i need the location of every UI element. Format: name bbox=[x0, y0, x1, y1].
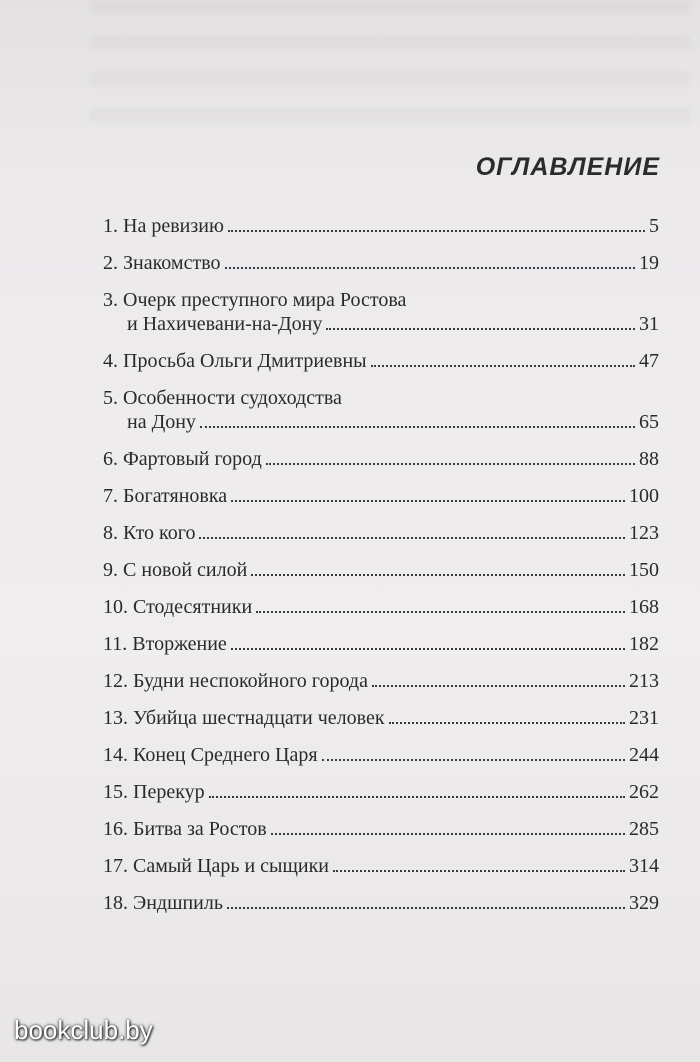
dot-leader bbox=[209, 795, 625, 798]
entry-title: Перекур bbox=[133, 781, 205, 803]
toc-entry bbox=[103, 251, 659, 275]
table-of-contents bbox=[103, 214, 659, 928]
toc-entry bbox=[103, 854, 659, 878]
toc-entry bbox=[103, 632, 659, 656]
bleed-through-text bbox=[90, 0, 690, 130]
dot-leader bbox=[322, 758, 625, 761]
entry-title: Убийца шестнадцати человек bbox=[133, 707, 385, 729]
dot-leader bbox=[372, 684, 625, 687]
dot-leader bbox=[371, 364, 635, 367]
entry-number: 12. bbox=[103, 670, 128, 692]
dot-leader bbox=[326, 327, 635, 330]
entry-page: 88 bbox=[639, 448, 659, 470]
entry-number: 7. bbox=[103, 485, 118, 507]
dot-leader bbox=[200, 425, 635, 428]
entry-page: 231 bbox=[629, 707, 659, 729]
entry-number: 8. bbox=[103, 522, 118, 544]
entry-title: Просьба Ольги Дмитриевны bbox=[123, 350, 367, 372]
entry-number: 11. bbox=[103, 633, 128, 655]
toc-entry bbox=[103, 669, 659, 693]
entry-number: 16. bbox=[103, 818, 128, 840]
entry-number: 14. bbox=[103, 744, 128, 766]
entry-number: 9. bbox=[103, 559, 118, 581]
toc-entry bbox=[103, 447, 659, 471]
entry-page: 150 bbox=[629, 559, 659, 581]
dot-leader bbox=[389, 721, 625, 724]
entry-title: Очерк преступного мира Ростова bbox=[123, 289, 407, 311]
entry-page: 314 bbox=[629, 855, 659, 877]
entry-number: 18. bbox=[103, 892, 128, 914]
dot-leader bbox=[228, 229, 645, 232]
dot-leader bbox=[227, 906, 625, 909]
toc-entry bbox=[103, 817, 659, 841]
toc-entry bbox=[103, 521, 659, 545]
entry-title: Фартовый город bbox=[123, 448, 262, 470]
entry-title: Стодесятники bbox=[133, 596, 253, 618]
dot-leader bbox=[266, 462, 635, 465]
toc-entry bbox=[103, 595, 659, 619]
dot-leader bbox=[251, 573, 625, 576]
entry-number: 2. bbox=[103, 252, 118, 274]
dot-leader bbox=[225, 266, 636, 269]
entry-page: 31 bbox=[639, 313, 659, 335]
entry-number: 13. bbox=[103, 707, 128, 729]
dot-leader bbox=[333, 869, 625, 872]
entry-title: На ревизию bbox=[123, 215, 224, 237]
entry-page: 244 bbox=[629, 744, 659, 766]
toc-entry bbox=[103, 288, 659, 336]
entry-page: 329 bbox=[629, 892, 659, 914]
entry-page: 19 bbox=[639, 252, 659, 274]
entry-title: Знакомство bbox=[123, 252, 221, 274]
dot-leader bbox=[231, 647, 625, 650]
entry-page: 168 bbox=[629, 596, 659, 618]
entry-page: 65 bbox=[639, 411, 659, 433]
toc-entry bbox=[103, 214, 659, 238]
entry-title: Эндшпиль bbox=[133, 892, 223, 914]
entry-title: Кто кого bbox=[123, 522, 196, 544]
entry-title-continued: и Нахичевани-на-Дону bbox=[127, 313, 323, 335]
entry-number: 3. bbox=[103, 289, 118, 311]
entry-title: Богатяновка bbox=[123, 485, 228, 507]
dot-leader bbox=[271, 832, 625, 835]
entry-title: Будни неспокойного города bbox=[133, 670, 368, 692]
dot-leader bbox=[199, 536, 625, 539]
toc-entry bbox=[103, 386, 659, 434]
toc-entry bbox=[103, 891, 659, 915]
entry-title: С новой силой bbox=[123, 559, 248, 581]
toc-heading: ОГЛАВЛЕНИЕ bbox=[475, 153, 660, 181]
toc-entry bbox=[103, 743, 659, 767]
toc-entry bbox=[103, 706, 659, 730]
entry-title: Особенности судоходства bbox=[123, 387, 342, 409]
entry-number: 15. bbox=[103, 781, 128, 803]
entry-title-continued: на Дону bbox=[127, 411, 196, 433]
toc-entry bbox=[103, 558, 659, 582]
entry-page: 262 bbox=[629, 781, 659, 803]
entry-title: Вторжение bbox=[132, 633, 227, 655]
entry-number: 1. bbox=[103, 215, 118, 237]
entry-page: 5 bbox=[649, 215, 659, 237]
toc-entry bbox=[103, 484, 659, 508]
toc-entry bbox=[103, 349, 659, 373]
entry-number: 10. bbox=[103, 596, 128, 618]
entry-number: 6. bbox=[103, 448, 118, 470]
entry-page: 285 bbox=[629, 818, 659, 840]
entry-title: Конец Среднего Царя bbox=[133, 744, 318, 766]
entry-page: 47 bbox=[639, 350, 659, 372]
entry-number: 17. bbox=[103, 855, 128, 877]
dot-leader bbox=[256, 610, 625, 613]
entry-number: 5. bbox=[103, 387, 118, 409]
entry-page: 182 bbox=[629, 633, 659, 655]
entry-title: Самый Царь и сыщики bbox=[133, 855, 329, 877]
entry-page: 213 bbox=[629, 670, 659, 692]
dot-leader bbox=[231, 499, 625, 502]
entry-number: 4. bbox=[103, 350, 118, 372]
entry-page: 100 bbox=[629, 485, 659, 507]
entry-title: Битва за Ростов bbox=[133, 818, 267, 840]
toc-entry bbox=[103, 780, 659, 804]
entry-page: 123 bbox=[629, 522, 659, 544]
watermark: bookclub.by bbox=[14, 1015, 153, 1045]
